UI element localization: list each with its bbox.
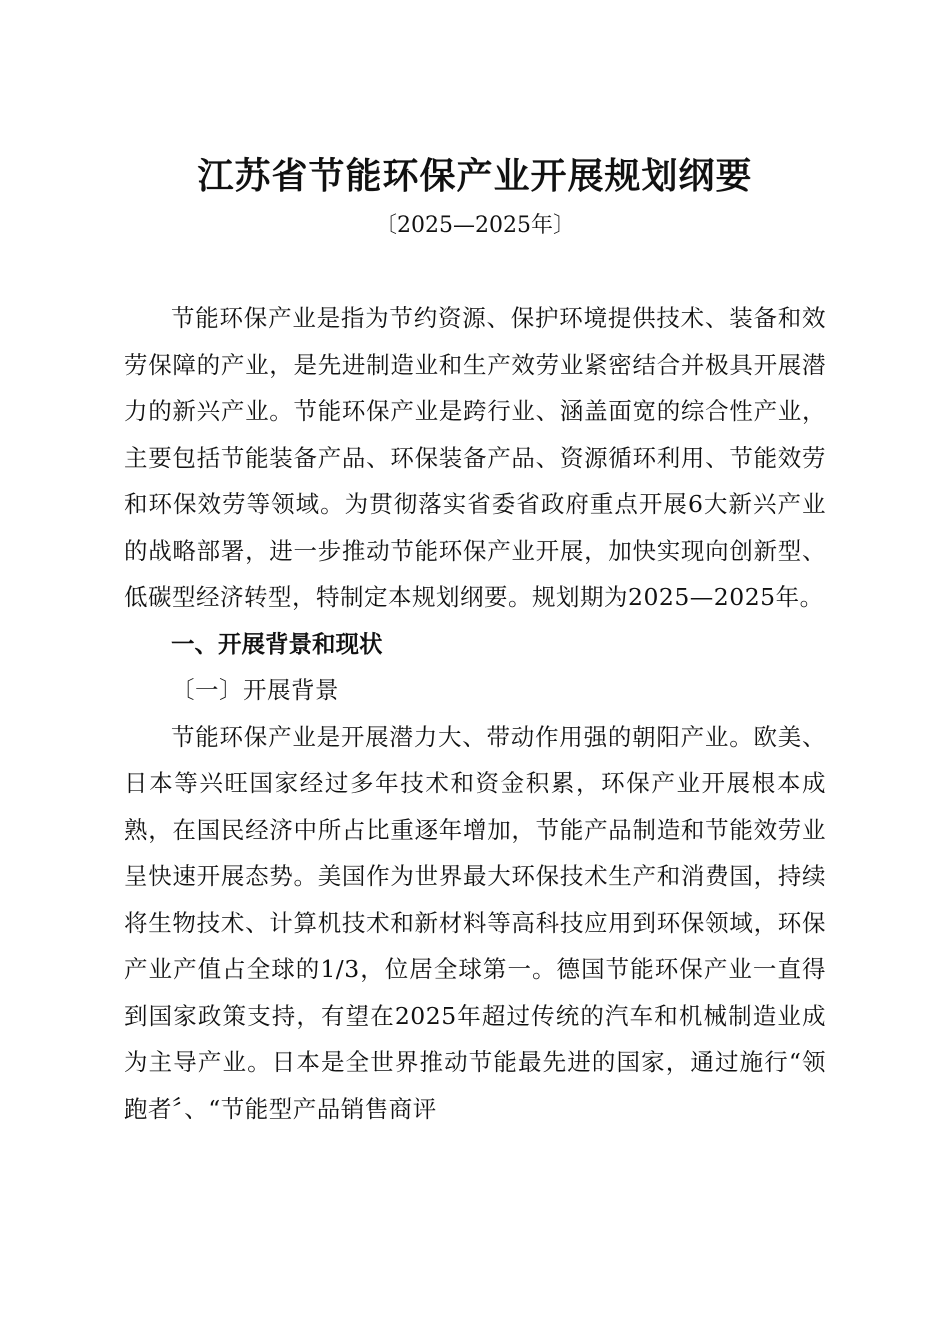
document-body [124, 295, 826, 1132]
intro-paragraph: 节能环保产业是指为节约资源、保护环境提供技术、装备和效劳保障的产业，是先进制造业和生产效劳业紧密结合并极具开展潜力的新兴产业。节能环保产业是跨行业、涵盖面宽的综合性产业，主要包括节能装备产品、环保装备产品、资源循环利用、节能效劳和环保效劳等领域。为贯彻落实省委省政府重点开展6大新兴产业的战略部署，进一步推动节能环保产业开展，加快实现向创新型、低碳型经济转型，特制定本规划纲要。规划期为2025—2025年。 [124, 304, 826, 611]
background-paragraph: 节能环保产业是开展潜力大、带动作用强的朝阳产业。欧美、日本等兴旺国家经过多年技术和资金积累，环保产业开展根本成熟，在国民经济中所占比重逐年增加，节能产品制造和节能效劳业呈快速开展态势。美国作为世界最大环保技术生产和消费国，持续将生物技术、计算机技术和新材料等高科技应用到环保领域，环保产业产值占全球的1/3，位居全球第一。德国节能环保产业一直得到国家政策支持，有望在2025年超过传统的汽车和机械制造业成为主导产业。日本是全世界推动节能最先进的国家，通过施行“领跑者〞、“节能型产品销售商评 [124, 722, 826, 1123]
document-subtitle: 〔2025—2025年〕 [375, 213, 575, 238]
subsection-heading: 〔一〕开展背景 [171, 676, 339, 704]
section-heading: 一、开展背景和现状 [171, 629, 383, 658]
document-title: 江苏省节能环保产业开展规划纲要 [197, 155, 753, 197]
